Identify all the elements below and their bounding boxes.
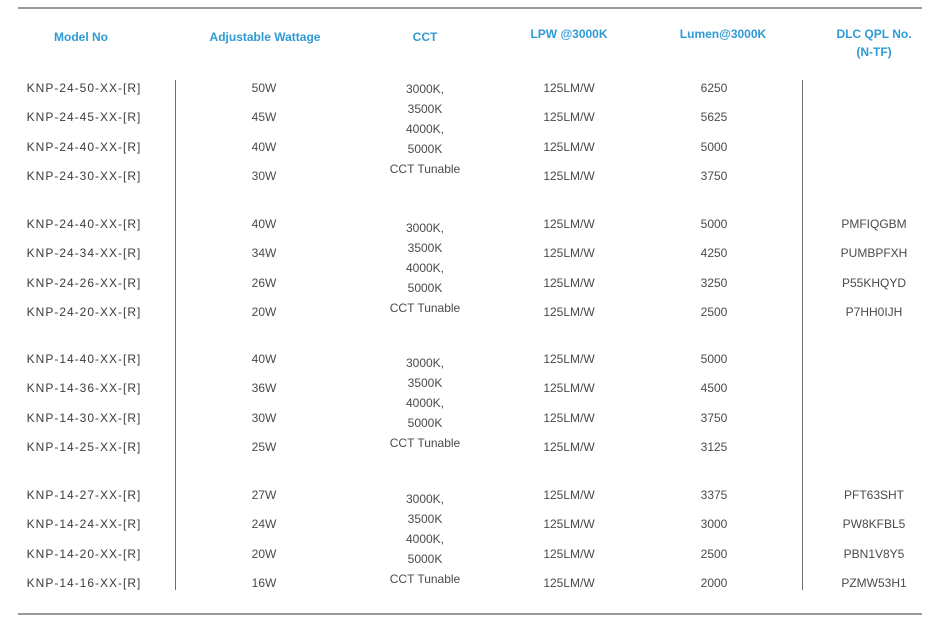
- wattage-cell: 40W: [251, 139, 277, 154]
- cct-line: 3000K,: [405, 221, 445, 235]
- cct-line: CCT Tunable: [389, 572, 461, 586]
- lpw-cell: 125LM/W: [543, 440, 595, 455]
- lpw-cell: 125LM/W: [543, 410, 595, 425]
- wattage-cell: 25W: [251, 440, 277, 455]
- dlc-cell: PFT63SHT: [843, 488, 905, 502]
- lumen-cell: 3750: [700, 410, 728, 425]
- model-cell: KNP-14-30-XX-[R]: [26, 410, 142, 425]
- wattage-cell: 26W: [251, 275, 277, 290]
- lumen-cell: 4500: [700, 381, 728, 396]
- cct-line: CCT Tunable: [389, 162, 461, 176]
- model-cell: KNP-24-34-XX-[R]: [26, 246, 142, 261]
- lumen-cell: 6250: [700, 81, 728, 95]
- cct-line: 3500K: [407, 376, 443, 390]
- header-lpw: LPW @3000K: [530, 27, 608, 41]
- cct-cell: [355, 353, 495, 453]
- model-cell: KNP-14-40-XX-[R]: [26, 352, 142, 366]
- lumen-cell: 2500: [700, 305, 728, 320]
- lpw-cell: 125LM/W: [543, 139, 595, 154]
- lumen-cell: 3375: [700, 488, 728, 502]
- header-cct: CCT: [412, 30, 438, 44]
- wattage-cell: 40W: [251, 217, 277, 231]
- lpw-cell: 125LM/W: [543, 381, 595, 396]
- wattage-cell: 20W: [251, 546, 277, 561]
- wattage-cell: 40W: [251, 352, 277, 366]
- model-cell: KNP-14-16-XX-[R]: [26, 576, 142, 591]
- cct-line: 3000K,: [405, 492, 445, 506]
- wattage-cell: 45W: [251, 110, 277, 125]
- cct-cell: [355, 489, 495, 589]
- lpw-cell: 125LM/W: [543, 217, 595, 231]
- cct-line: 5000K: [407, 142, 443, 156]
- wattage-cell: 30W: [251, 169, 277, 184]
- lumen-cell: 3250: [700, 275, 728, 290]
- header-dlc-line1: DLC QPL No.: [836, 27, 912, 41]
- cct-line: 5000K: [407, 416, 443, 430]
- column-divider-right: [802, 80, 803, 590]
- cct-line: 4000K,: [405, 122, 445, 136]
- dlc-cell: PZMW53H1: [841, 576, 907, 591]
- lpw-cell: 125LM/W: [543, 110, 595, 125]
- wattage-cell: 24W: [251, 517, 277, 532]
- lumen-cell: 3750: [700, 169, 728, 184]
- dlc-cell: PBN1V8Y5: [843, 546, 905, 561]
- header-lumen: Lumen@3000K: [679, 27, 767, 41]
- cct-cell: [355, 218, 495, 318]
- wattage-cell: 36W: [251, 381, 277, 396]
- cct-cell: [355, 79, 495, 179]
- lpw-cell: 125LM/W: [543, 169, 595, 184]
- lumen-cell: 5000: [700, 217, 728, 231]
- cct-line: 4000K,: [405, 396, 445, 410]
- header-model: Model No: [54, 30, 108, 44]
- cct-line: 3500K: [407, 241, 443, 255]
- lumen-cell: 2000: [700, 576, 728, 591]
- model-cell: KNP-14-27-XX-[R]: [26, 488, 142, 502]
- model-cell: KNP-14-36-XX-[R]: [26, 381, 142, 396]
- bottom-rule: [18, 613, 922, 615]
- dlc-cell: P7HH0IJH: [845, 305, 903, 320]
- lpw-cell: 125LM/W: [543, 275, 595, 290]
- cct-line: 5000K: [407, 281, 443, 295]
- cct-line: 5000K: [407, 552, 443, 566]
- model-cell: KNP-24-40-XX-[R]: [26, 139, 142, 154]
- lpw-cell: 125LM/W: [543, 81, 595, 95]
- cct-line: 4000K,: [405, 532, 445, 546]
- cct-line: 4000K,: [405, 261, 445, 275]
- lumen-cell: 5625: [700, 110, 728, 125]
- model-cell: KNP-24-26-XX-[R]: [26, 275, 142, 290]
- cct-line: 3000K,: [405, 82, 445, 96]
- cct-line: 3500K: [407, 512, 443, 526]
- dlc-cell: PMFIQGBM: [841, 217, 907, 231]
- column-divider-left: [175, 80, 176, 590]
- dlc-cell: P55KHQYD: [841, 275, 907, 290]
- lumen-cell: 3125: [700, 440, 728, 455]
- model-cell: KNP-24-45-XX-[R]: [26, 110, 142, 125]
- model-cell: KNP-14-25-XX-[R]: [26, 440, 142, 455]
- model-cell: KNP-14-20-XX-[R]: [26, 546, 142, 561]
- model-cell: KNP-24-50-XX-[R]: [26, 81, 142, 95]
- dlc-cell: PW8KFBL5: [842, 517, 906, 532]
- cct-line: CCT Tunable: [389, 436, 461, 450]
- model-cell: KNP-14-24-XX-[R]: [26, 517, 142, 532]
- lpw-cell: 125LM/W: [543, 576, 595, 591]
- model-cell: KNP-24-40-XX-[R]: [26, 217, 142, 231]
- lpw-cell: 125LM/W: [543, 517, 595, 532]
- lumen-cell: 2500: [700, 546, 728, 561]
- wattage-cell: 20W: [251, 305, 277, 320]
- cct-line: 3000K,: [405, 356, 445, 370]
- lpw-cell: 125LM/W: [543, 352, 595, 366]
- wattage-cell: 50W: [251, 81, 277, 95]
- lpw-cell: 125LM/W: [543, 546, 595, 561]
- lumen-cell: 5000: [700, 139, 728, 154]
- lumen-cell: 4250: [700, 246, 728, 261]
- wattage-cell: 34W: [251, 246, 277, 261]
- model-cell: KNP-24-30-XX-[R]: [26, 169, 142, 184]
- wattage-cell: 16W: [251, 576, 277, 591]
- header-wattage: Adjustable Wattage: [209, 30, 321, 44]
- header-dlc: [836, 25, 911, 61]
- header-dlc-line2: (N-TF): [856, 45, 892, 59]
- lpw-cell: 125LM/W: [543, 305, 595, 320]
- lumen-cell: 3000: [700, 517, 728, 532]
- cct-line: 3500K: [407, 102, 443, 116]
- dlc-cell: PUMBPFXH: [840, 246, 908, 261]
- cct-line: CCT Tunable: [389, 301, 461, 315]
- lpw-cell: 125LM/W: [543, 246, 595, 261]
- lumen-cell: 5000: [700, 352, 728, 366]
- top-rule: [18, 7, 922, 9]
- wattage-cell: 27W: [251, 488, 277, 502]
- lpw-cell: 125LM/W: [543, 488, 595, 502]
- model-cell: KNP-24-20-XX-[R]: [26, 305, 142, 320]
- wattage-cell: 30W: [251, 410, 277, 425]
